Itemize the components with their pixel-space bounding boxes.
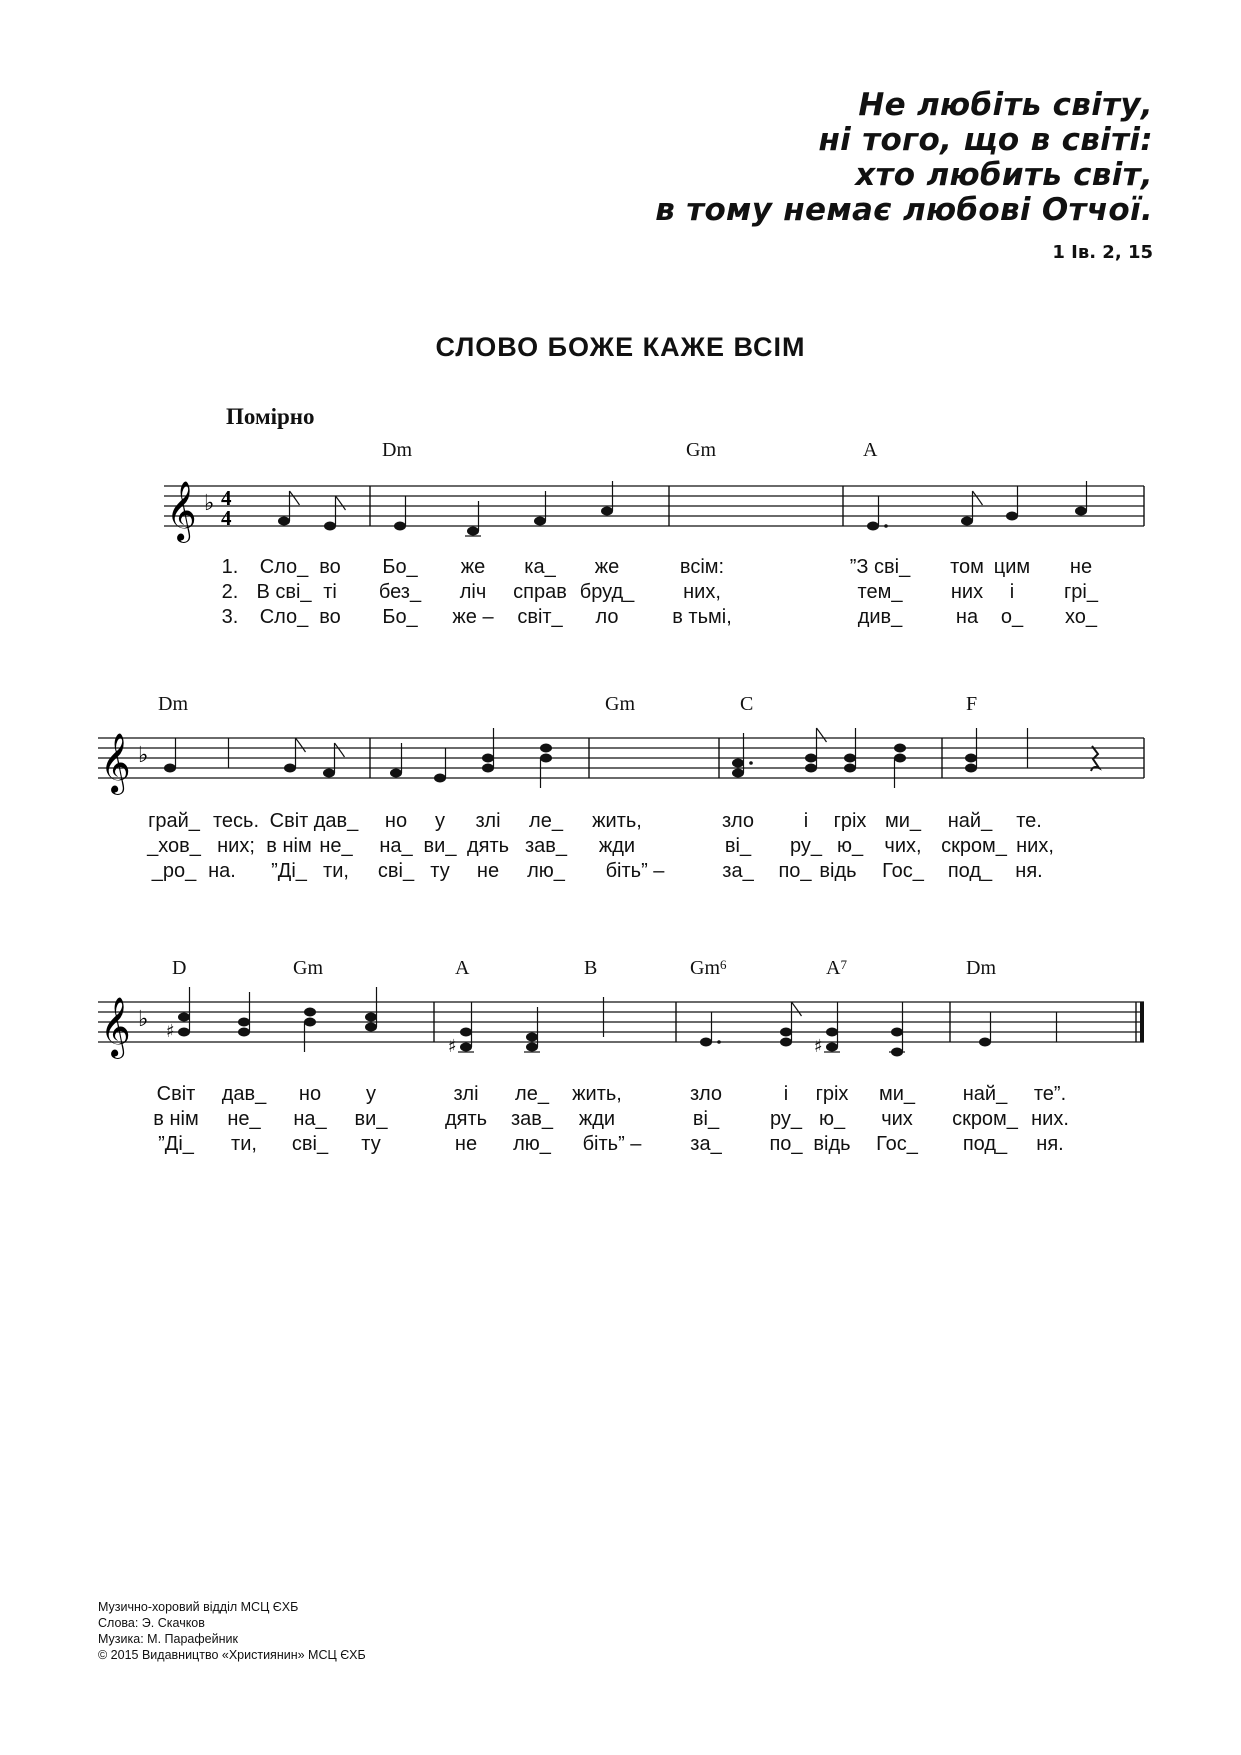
lyric-syllable: не [1069,556,1093,578]
chord-symbol: Gm [605,693,635,715]
lyric-syllable: грай_ [148,810,200,832]
credits [98,1599,366,1663]
lyric-syllable: за_ [722,860,754,882]
lyric-syllable: 3. [221,606,239,628]
lyric-syllable: злі [475,810,501,832]
chord-symbol: Gm$^6$ [690,957,727,979]
lyric-syllable: ня. [1015,860,1043,882]
lyric-syllable: ти, [231,1133,257,1155]
lyric-syllable: цим [993,556,1031,578]
treble-clef-icon: 𝄞 [100,733,131,793]
lyric-syllable: Світ [269,810,309,832]
lyric-syllable: біть” – [582,1133,642,1155]
lyric-syllable: ле_ [529,810,563,832]
chord-symbol: F [966,693,978,715]
lyric-syllable: ви_ [423,835,457,857]
tempo-marking: Помірно [226,404,315,429]
lyric-syllable: Сло_ [259,606,309,628]
chord-symbol: Dm [158,693,188,715]
credit-line: Музика: М. Парафейник [98,1632,238,1646]
sharp-icon: ♯ [166,1021,175,1042]
lyric-syllable: сві_ [377,860,415,882]
lyric-syllable: ми_ [878,1083,916,1105]
lyric-syllable: бруд_ [579,581,635,603]
lyric-syllable: них; [217,835,255,857]
lyric-syllable: ”З сві_ [849,556,911,578]
chord-symbol: Dm [966,957,996,979]
lyric-syllable: ру_ [789,835,823,857]
lyric-syllable: во [319,556,341,578]
lyric-syllable: о_ [1000,606,1024,628]
lyric-syllable: злі [453,1083,479,1105]
lyric-syllable: ло [595,606,619,628]
lyric-syllable: ві_ [692,1108,720,1130]
chord-symbol: Gm [293,957,323,979]
lyric-syllable: без_ [378,581,422,603]
lyric-syllable: но [298,1083,322,1105]
lyric-syllable: дять [466,835,510,857]
lyric-syllable: див_ [857,606,903,628]
lyric-syllable: зло [722,810,754,832]
epigraph-line: Не любіть світу, [858,87,1153,123]
lyric-syllable: ру_ [769,1108,803,1130]
chord-symbol: $A^7$ [826,957,847,979]
epigraph-line: ні того, що в світі: [818,122,1153,158]
lyric-syllable: на [955,606,979,628]
lyric-syllable: В сві_ [256,581,312,603]
lyric-syllable: на. [208,860,236,882]
lyric-syllable: не_ [227,1108,261,1130]
treble-clef-icon: 𝄞 [166,481,197,541]
lyric-syllable: же – [452,606,494,628]
lyric-syllable: же [460,556,486,578]
lyric-syllable: ліч [459,581,487,603]
lyric-syllable: ті [323,581,337,603]
epigraph-line: хто любить світ, [855,157,1153,193]
lyric-syllable: біть” – [605,860,665,882]
lyric-syllable: на_ [379,835,413,857]
lyric-syllable: відь [813,1133,851,1155]
lyric-syllable: же [594,556,620,578]
lyric-syllable: _ро_ [151,860,197,882]
chord-symbol: Dm [382,439,412,461]
lyric-syllable: них. [1031,1108,1069,1130]
lyric-syllable: те”. [1033,1083,1067,1105]
lyric-syllable: у [435,810,445,832]
lyric-syllable: гріх [815,1083,849,1105]
music-staff [0,470,1241,560]
lyric-syllable: в нім [266,835,312,857]
lyric-syllable: чих, [884,835,922,857]
lyric-syllable: в тьмі, [672,606,732,628]
credit-line: Музично-хоровий відділ МСЦ ЄХБ [98,1600,299,1614]
lyric-syllable: дав_ [313,810,359,832]
lyric-syllable: лю_ [513,1133,551,1155]
lyric-syllable: ле_ [515,1083,549,1105]
lyric-syllable: ту [430,860,450,882]
chord-symbol: C [740,693,754,715]
epigraph [453,88,1153,263]
lyric-syllable: жить, [572,1083,622,1105]
treble-clef-icon: 𝄞 [100,997,131,1057]
lyric-syllable: но [384,810,408,832]
time-signature: 4 [221,506,232,530]
lyric-syllable: і [783,1083,789,1105]
lyric-syllable: лю_ [527,860,565,882]
lyric-syllable: жди [578,1108,616,1130]
flat-icon: ♭ [138,743,149,768]
lyric-syllable: ти, [323,860,349,882]
lyric-syllable: ви_ [354,1108,388,1130]
lyric-syllable: под_ [962,1133,1008,1155]
chord-symbol: A [455,957,470,979]
lyric-syllable: ми_ [884,810,922,832]
lyric-syllable: за_ [690,1133,722,1155]
credit-line: Слова: Э. Скачков [98,1616,205,1630]
chord-symbol: A [863,439,878,461]
lyric-syllable: відь [819,860,857,882]
lyric-syllable: жди [598,835,636,857]
lyric-syllable: і [803,810,809,832]
lyric-syllable: дав_ [221,1083,267,1105]
lyric-syllable: ня. [1036,1133,1064,1155]
lyric-syllable: справ [513,581,567,603]
lyric-syllable: ка_ [524,556,556,578]
flat-icon: ♭ [204,491,215,516]
lyric-syllable: і [1009,581,1015,603]
lyric-syllable: скром_ [952,1108,1018,1130]
lyric-syllable: сві_ [291,1133,329,1155]
music-staff [0,986,1241,1076]
lyric-syllable: Гос_ [876,1133,918,1155]
lyric-syllable: грі_ [1064,581,1098,603]
lyric-syllable: _хов_ [147,835,201,857]
lyric-syllable: у [366,1083,376,1105]
lyric-syllable: всім: [679,556,725,578]
epigraph-line: в тому немає любові Отчої. [655,192,1153,228]
lyric-syllable: них, [1016,835,1054,857]
lyric-syllable: том [950,556,984,578]
lyric-syllable: скром_ [941,835,1007,857]
lyric-syllable: во [319,606,341,628]
lyric-syllable: світ_ [517,606,563,628]
flat-icon: ♭ [138,1007,149,1032]
sharp-icon: ♯ [814,1036,823,1057]
lyric-syllable: 2. [221,581,239,603]
lyric-syllable: них [950,581,984,603]
credit-line: © 2015 Видавництво «Християнин» МСЦ ЄХБ [98,1648,366,1662]
lyric-syllable: под_ [947,860,993,882]
lyric-syllable: тем_ [857,581,903,603]
chord-symbol: Gm [686,439,716,461]
lyric-syllable: не_ [319,835,353,857]
lyric-syllable: тесь. [212,810,260,832]
scripture-reference: 1 Ів. 2, 15 [1052,242,1153,263]
lyric-syllable: не [454,1133,478,1155]
lyric-syllable: Бо_ [382,556,418,578]
lyric-syllable: Бо_ [382,606,418,628]
lyric-syllable: Гос_ [882,860,924,882]
lyric-syllable: ”Ді_ [158,1133,194,1155]
lyric-syllable: по_ [778,860,812,882]
lyric-syllable: чих [881,1108,913,1130]
chord-symbol: B [584,957,598,979]
lyric-syllable: хо_ [1064,606,1098,628]
song-title: СЛОВО БОЖЕ КАЖЕ ВСІМ [435,332,806,362]
lyric-syllable: не [476,860,500,882]
lyric-syllable: зав_ [510,1108,554,1130]
lyric-syllable: зав_ [524,835,568,857]
lyric-syllable: Сло_ [259,556,309,578]
chord-symbol: D [172,957,187,979]
lyric-syllable: ю_ [836,835,864,857]
time-signature: 4 [221,486,232,510]
lyric-syllable: ”Ді_ [271,860,307,882]
lyric-syllable: дять [444,1108,488,1130]
lyric-syllable: най_ [962,1083,1008,1105]
lyric-syllable: них, [683,581,721,603]
lyric-syllable: най_ [947,810,993,832]
lyric-syllable: по_ [769,1133,803,1155]
lyric-syllable: ю_ [818,1108,846,1130]
lyric-syllable: ві_ [724,835,752,857]
lyric-syllable: в нім [153,1108,199,1130]
lyric-syllable: 1. [221,556,239,578]
music-staff [0,722,1241,812]
lyric-syllable: те. [1016,810,1042,832]
lyric-syllable: жить, [592,810,642,832]
lyric-syllable: зло [690,1083,722,1105]
lyric-syllable: Світ [156,1083,196,1105]
lyric-syllable: гріх [833,810,867,832]
lyric-syllable: на_ [293,1108,327,1130]
sharp-icon: ♯ [448,1036,457,1057]
lyric-syllable: ту [361,1133,381,1155]
